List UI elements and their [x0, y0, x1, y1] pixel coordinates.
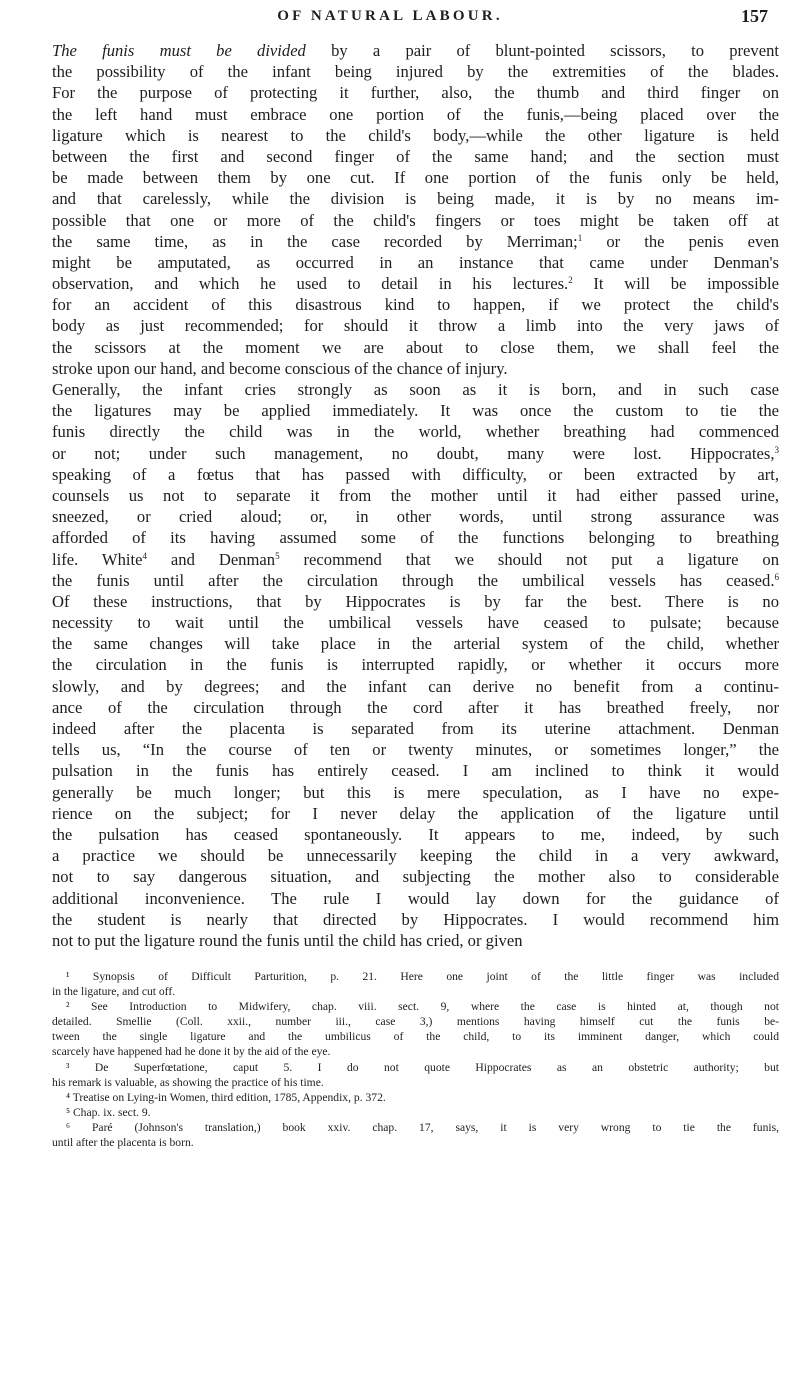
line-text: body as just recommended; for should it throw a limb into the very jaws of — [52, 316, 779, 336]
line-text: and Denman — [146, 549, 276, 569]
footnote-line: ⁴ Treatise on Lying-in Women, third edition, 1785, Appendix, p. 372. — [66, 1090, 386, 1104]
line-text: or not; under such management, no doubt, many were lost. Hippocrates, — [52, 443, 775, 463]
text-line — [52, 146, 779, 167]
footnote-line: tween the single ligature and the umbilicus of the child, to its imminent danger, which could — [52, 1030, 779, 1044]
text-line — [52, 82, 779, 103]
line-text: generally be much longer; but this is mere speculation, as I have no expe- — [52, 782, 779, 802]
line-text: For the purpose of protecting it further, also, the thumb and third finger on — [52, 83, 779, 103]
text-line — [52, 188, 779, 209]
text-line — [52, 506, 779, 527]
line-text: indeed after the placenta is separated from its uterine attachment. Denman — [52, 719, 779, 738]
footnote-ref: 5 — [275, 550, 280, 561]
text-line — [52, 845, 779, 866]
line-text: tells us, “In the course of ten or twenty minutes, or sometimes longer,” the — [52, 740, 779, 760]
footnote-line: detailed. Smellie (Coll. xxii., number iii., case 3,) mentions having himself cut the funis be- — [52, 1015, 779, 1029]
footnote-line: ¹ Synopsis of Difficult Parturition, p. 21. Here one joint of the little finger was included — [66, 970, 779, 983]
line-text: the student is nearly that directed by Hippocrates. I would recommend him — [52, 909, 779, 929]
text-line — [52, 125, 779, 146]
line-text: the same changes will take place in the arterial system of the child, whether — [52, 634, 779, 654]
text-line — [52, 400, 779, 421]
line-text: life. White — [52, 549, 143, 569]
footnote-ref: 1 — [577, 232, 583, 243]
text-line — [52, 612, 779, 633]
line-text: recommend that we should not put a ligature on — [279, 549, 779, 569]
line-text: and that carelessly, while the division is being made, it is by no means im- — [52, 189, 779, 209]
line-text: for an accident of this disastrous kind to happen, if we protect the child's — [52, 295, 779, 315]
line-text: observation, and which he used to detail in his lectures. — [52, 274, 569, 294]
text-line — [52, 824, 779, 845]
line-text: between the first and second finger of the same hand; and the section must — [52, 146, 779, 166]
line-text: or the penis even — [582, 231, 779, 251]
line-text: the ligatures may be applied immediately. It was once the custom to tie the — [52, 401, 779, 421]
body-text — [52, 40, 779, 951]
text-line — [52, 61, 779, 82]
line-text: afforded of its having assumed some of the functions belonging to breathing — [52, 528, 779, 548]
text-line — [52, 697, 779, 718]
text-line — [52, 485, 779, 506]
line-text: counsels us not to separate it from the mother until it had either passed urine, — [52, 485, 779, 505]
text-line — [52, 591, 779, 612]
line-text: the scissors at the moment we are about to close them, we shall feel the — [52, 337, 779, 357]
text-line — [52, 464, 779, 485]
line-text: It will be impossible — [572, 274, 779, 294]
line-text: by a pair of blunt-pointed scissors, to prevent — [331, 41, 779, 60]
line-text: speaking of a fœtus that has passed with difficulty, or been extracted by art, — [52, 464, 779, 484]
text-line — [52, 167, 779, 188]
footnote — [52, 1060, 779, 1090]
text-line — [52, 273, 779, 294]
footnote-ref: 4 — [142, 550, 147, 561]
line-text: the same time, as in the case recorded by Merriman; — [52, 231, 578, 251]
footnote-line: ⁶ Paré (Johnson's translation,) book xxiv. chap. 17, says, it is very wrong to tie the funis, — [66, 1120, 779, 1134]
text-line — [52, 718, 779, 739]
text-line — [52, 337, 779, 358]
text-line — [52, 888, 779, 909]
italic-lead: The funis must be divided — [52, 41, 306, 60]
footnote — [52, 1090, 779, 1105]
text-line — [52, 104, 779, 125]
text-line — [52, 231, 779, 252]
footnote-line: ³ De Superfœtatione, caput 5. I do not quote Hippocrates as an obstetric authority; but — [66, 1060, 779, 1074]
line-text: slowly, and by degrees; and the infant can derive no benefit from a continu- — [52, 676, 779, 696]
line-text: Generally, the infant cries strongly as soon as it is born, and in such case — [52, 380, 779, 399]
page-number: 157 — [741, 6, 768, 26]
text-line — [52, 782, 779, 803]
text-line — [52, 909, 779, 930]
text-line — [52, 676, 779, 697]
line-text: might be amputated, as occurred in an instance that came under Denman's — [52, 252, 779, 272]
footnote-line: ² See Introduction to Midwifery, chap. viii. sect. 9, where the case is hinted at, though not — [66, 1000, 779, 1014]
footnote-ref: 2 — [568, 275, 573, 286]
footnote-line: in the ligature, and cut off. — [52, 985, 176, 999]
line-text: the pulsation has ceased spontaneously. It appears to me, indeed, by such — [52, 824, 779, 844]
footnote-ref: 3 — [774, 444, 779, 455]
footnotes — [52, 969, 779, 1150]
text-line — [52, 421, 779, 442]
line-text: not to say dangerous situation, and subjecting the mother also to considerable — [52, 867, 779, 887]
footnote — [52, 969, 779, 999]
text-line — [52, 294, 779, 315]
line-text: stroke upon our hand, and become conscious of the chance of injury. — [52, 358, 508, 378]
line-text: ance of the circulation through the cord after it has breathed freely, nor — [52, 697, 779, 717]
text-line — [52, 315, 779, 336]
line-text: the circulation in the funis is interrupted rapidly, or whether it occurs more — [52, 655, 779, 675]
line-text: a practice we should be unnecessarily keeping the child in a very awkward, — [52, 846, 779, 866]
text-line — [52, 570, 779, 591]
line-text: ligature which is nearest to the child's body,—while the other ligature is held — [52, 125, 779, 145]
text-line — [52, 930, 779, 951]
line-text: the left hand must embrace one portion of the funis,—being placed over the — [52, 104, 779, 124]
line-text: Of these instructions, that by Hippocrates is by far the best. There is no — [52, 591, 779, 611]
footnote-line: his remark is valuable, as showing the practice of his time. — [52, 1075, 324, 1089]
line-text: sneezed, or cried aloud; or, in other words, until strong assurance was — [52, 507, 779, 527]
footnote-ref: 6 — [774, 571, 779, 582]
footnote — [52, 1105, 779, 1120]
text-line — [52, 739, 779, 760]
text-line — [52, 252, 779, 273]
text-line — [52, 40, 779, 61]
line-text: be made between them by one cut. If one portion of the funis only be held, — [52, 168, 779, 188]
footnote — [52, 1120, 779, 1150]
footnote-line: until after the placenta is born. — [52, 1136, 194, 1150]
footnote — [52, 999, 779, 1059]
text-line — [52, 210, 779, 231]
line-text: rience on the subject; for I never delay the application of the ligature until — [52, 803, 779, 823]
text-line — [52, 803, 779, 824]
text-line — [52, 760, 779, 781]
text-line — [52, 379, 779, 400]
text-line — [52, 443, 779, 464]
footnote-line: scarcely have happened had he done it by the aid of the eye. — [52, 1045, 331, 1059]
running-head-title: OF NATURAL LABOUR. — [277, 8, 503, 24]
text-line — [52, 549, 779, 570]
text-line — [52, 866, 779, 887]
text-line — [52, 633, 779, 654]
line-text: funis directly the child was in the world, whether breathing had commenced — [52, 422, 779, 442]
text-line — [52, 358, 779, 379]
footnote-line: ⁵ Chap. ix. sect. 9. — [66, 1105, 151, 1119]
text-line — [52, 654, 779, 675]
line-text: additional inconvenience. The rule I would lay down for the guidance of — [52, 888, 779, 908]
running-head — [0, 8, 800, 38]
line-text: necessity to wait until the umbilical vessels have ceased to pulsate; because — [52, 613, 779, 633]
line-text: possible that one or more of the child's fingers or toes might be taken off at — [52, 210, 779, 230]
text-line — [52, 527, 779, 548]
line-text: pulsation in the funis has entirely ceased. I am inclined to think it would — [52, 761, 779, 781]
line-text: the possibility of the infant being injured by the extremities of the blades. — [52, 62, 779, 82]
line-text: not to put the ligature round the funis until the child has cried, or given — [52, 930, 523, 950]
line-text: the funis until after the circulation through the umbilical vessels has ceased. — [52, 570, 775, 590]
